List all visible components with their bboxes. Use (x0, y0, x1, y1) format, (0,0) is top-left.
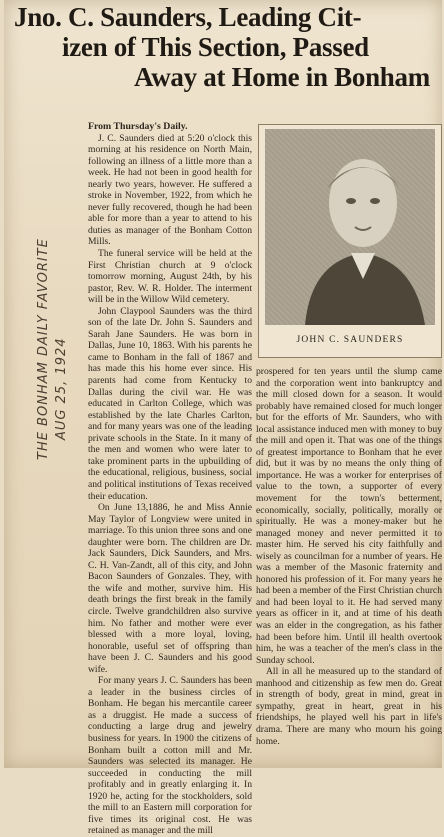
margin-note-date: AUG 25, 1924 (54, 337, 69, 440)
photo-caption: JOHN C. SAUNDERS (296, 335, 404, 345)
paragraph: John Claypool Saunders was the third son of the late Dr. John S. Saunders and Sarah Jane Saunders. He was born in Dallas, June 10, 1863. With his parents he came to Bonham in the fall of 1867 and has made this his home ever since. His parents had come from Kentucky to Dallas during the civil war. He was educated in Carlton College, which was established by the late Charles Carlton, and for many years was one of the leading private schools in the State. In it many of the men and women who were later to take prominent parts in the upbuilding of the educational, religious, business, social and political institutions of Texas received their education. (88, 305, 252, 502)
paragraph: prospered for ten years until the slump came and the corporation went into bankruptcy and the mill closed down for a season. It would probably have remained closed for much longer but for the efforts of Mr. Saunders, who with local assistance induced men with money to buy the mill and open it. That was one of the things of greatest importance to Bonham that he ever did, but it was by no means the only thing of importance. He was a worker for enterprises of value to the town, a supporter of every movement for the town's betterment, economically, socially, politically, morally or spiritually. He was a money-maker but he managed money and never permitted it to master him. He served his city faithfully and wisely as councilman for a number of years. He was a member of the Masonic fraternity and honored his profession of it. For many years he had been a member of the First Christian church and had been loyal to it. He had served many years as officer in it, and at time of his death was an elder in the congregation, as his father had been before him. Until ill health overtook him, he was a teacher of the men's class in the Sunday school. (256, 366, 442, 666)
headline-line-1: Jno. C. Saunders, Leading Cit- (14, 2, 362, 32)
headline-line-3: Away at Home in Bonham (134, 62, 430, 92)
margin-note-source: THE BONHAM DAILY FAVORITE (36, 238, 51, 460)
headline (14, 2, 438, 92)
article-dateline: From Thursday's Daily. (88, 121, 188, 132)
paragraph: On June 13,1886, he and Miss Annie May Taylor of Longview were united in marriage. To this union three sons and one daughter were born. The children are Dr. Jack Saunders, Dick Saunders, and Mrs. C. H. Van-Zandt, all of this city, and John Bacon Saunders of Gonzales. They, with the wife and mother, survive him. His death brings the first break in the family circle. Twelve grandchildren also survive him. No father and mother were ever blessed with a more loyal, loving, honorable, useful set of offspring than have been J. C. Saunders and his good wife. (88, 502, 252, 675)
handwritten-margin-note (6, 140, 69, 460)
paragraph: For many years J. C. Saunders has been a leader in the business circles of Bonham. He began his mercantile career as a druggist. He made a success of conducting a large drug and jewelry business for years. In 1900 the citizens of Bonham built a cotton mill and Mr. Saunders was selected its manager. He succeeded in conducting the mill profitably and in greatly enlarging it. In 1920 he, acting for the stockholders, sold the mill to an Eastern mill corporation for five times its original cost. He was retained as manager and the mill (88, 675, 252, 837)
paragraph: J. C. Saunders died at 5:20 o'clock this morning at his residence on North Main, following an illness of a little more than a week. He had not been in good health for nearly two years, however. He suffered a stroke in November, 1922, from which he never fully recovered, though he had been able for more than a year to attend to his duties as manager of the Bonham Cotton Mills. (88, 132, 252, 248)
headline-line-2: izen of This Section, Passed (62, 32, 369, 62)
article-column-2 (256, 366, 442, 766)
article-column-1 (88, 121, 252, 837)
paragraph: The funeral service will be held at the First Christian church at 9 o'clock tomorrow morning, August 24th, by his pastor, Rev. W. R. Holder. The interment will be in the Willow Wild cemetery. (88, 248, 252, 306)
paragraph: All in all he measured up to the standard of manhood and citizenship as few men do. Great in strength of body, great in mind, great in sympathy, great in heart, great in his friendships, he played well his part in life's drama. There are many who mourn his going home. (256, 666, 442, 747)
portrait-photo (258, 124, 442, 358)
portrait-image (265, 129, 435, 325)
